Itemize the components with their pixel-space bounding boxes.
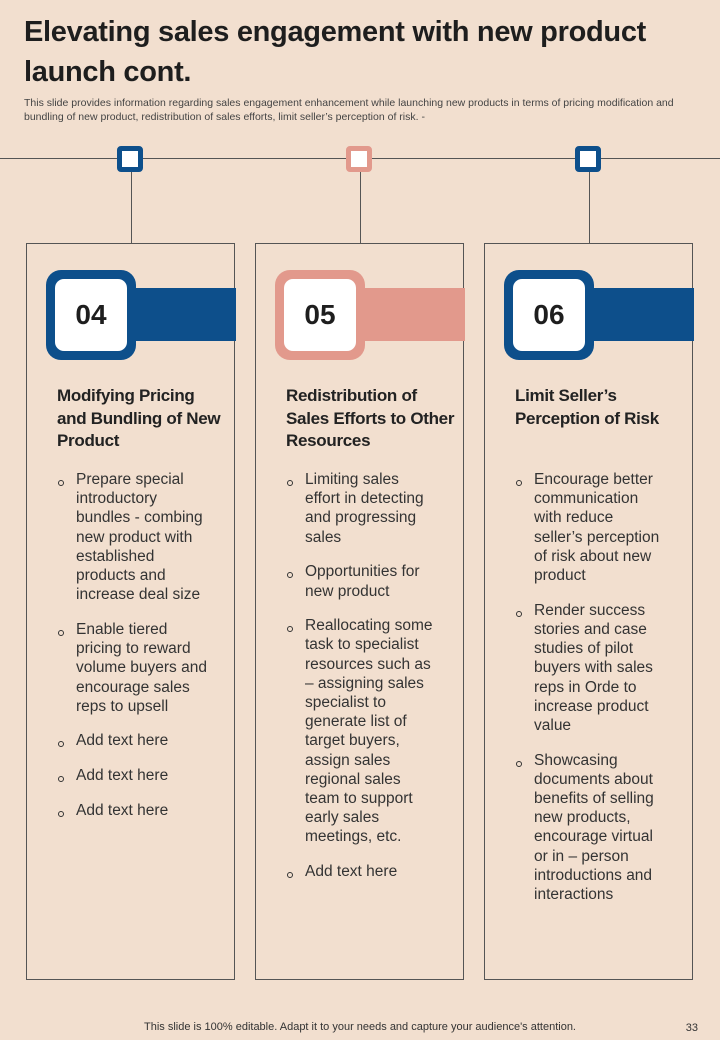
timeline-node-06 — [575, 146, 601, 172]
card-04-badge — [46, 270, 136, 360]
timeline-stem-06 — [589, 172, 590, 244]
page-subtitle: This slide provides information regarding sales engagement enhancement while launching new products in terms of pricing modification and bundling of new product, redistribution of sales efforts, limit seller’s perception of risk. - — [24, 97, 674, 123]
list-item: Add text here — [57, 731, 207, 750]
timeline-node-05 — [346, 146, 372, 172]
list-item: Add text here — [286, 862, 436, 881]
list-item: Render success stories and case studies of pilot buyers with sales reps in Orde to increase product value — [515, 601, 665, 735]
card-06-badge — [504, 270, 594, 360]
page-number: 33 — [685, 1022, 698, 1034]
card-04-title: Modifying Pricing and Bundling of New Product — [57, 386, 221, 450]
card-05-number: 05 — [284, 279, 356, 351]
card-06-title: Limit Seller’s Perception of Risk — [515, 386, 659, 428]
card-05-band — [359, 288, 465, 341]
timeline-stem-04 — [131, 172, 132, 244]
card-05-bullet-list — [286, 470, 436, 897]
list-item: Limiting sales effort in detecting and progressing sales — [286, 470, 436, 547]
list-item: Showcasing documents about benefits of selling new products, encourage virtual or in – person introductions and interactions — [515, 751, 665, 905]
list-item: Enable tiered pricing to reward volume buyers and encourage sales reps to upsell — [57, 620, 207, 716]
timeline-stem-05 — [360, 172, 361, 244]
list-item: Prepare special introductory bundles - combing new product with established products and increase deal size — [57, 470, 207, 604]
list-item: Encourage better communication with reduce seller’s perception of risk about new product — [515, 470, 665, 585]
list-item: Reallocating some task to specialist resources such as – assigning sales specialist to generate list of target buyers, assign sales regional sales team to support early sales meetings, etc. — [286, 616, 436, 846]
card-06-number: 06 — [513, 279, 585, 351]
list-item: Add text here — [57, 801, 207, 820]
card-06-bullet-list — [515, 470, 665, 920]
list-item: Opportunities for new product — [286, 562, 436, 600]
timeline-node-04 — [117, 146, 143, 172]
card-04-band — [130, 288, 236, 341]
card-06-band — [588, 288, 694, 341]
list-item: Add text here — [57, 766, 207, 785]
card-04-bullet-list — [57, 470, 207, 836]
page-title: Elevating sales engagement with new product launch cont. — [24, 16, 647, 88]
footer-note: This slide is 100% editable. Adapt it to your needs and capture your audience's attention. — [144, 1021, 576, 1033]
card-04-number: 04 — [55, 279, 127, 351]
card-05-badge — [275, 270, 365, 360]
card-05-title: Redistribution of Sales Efforts to Other Resources — [286, 386, 455, 450]
